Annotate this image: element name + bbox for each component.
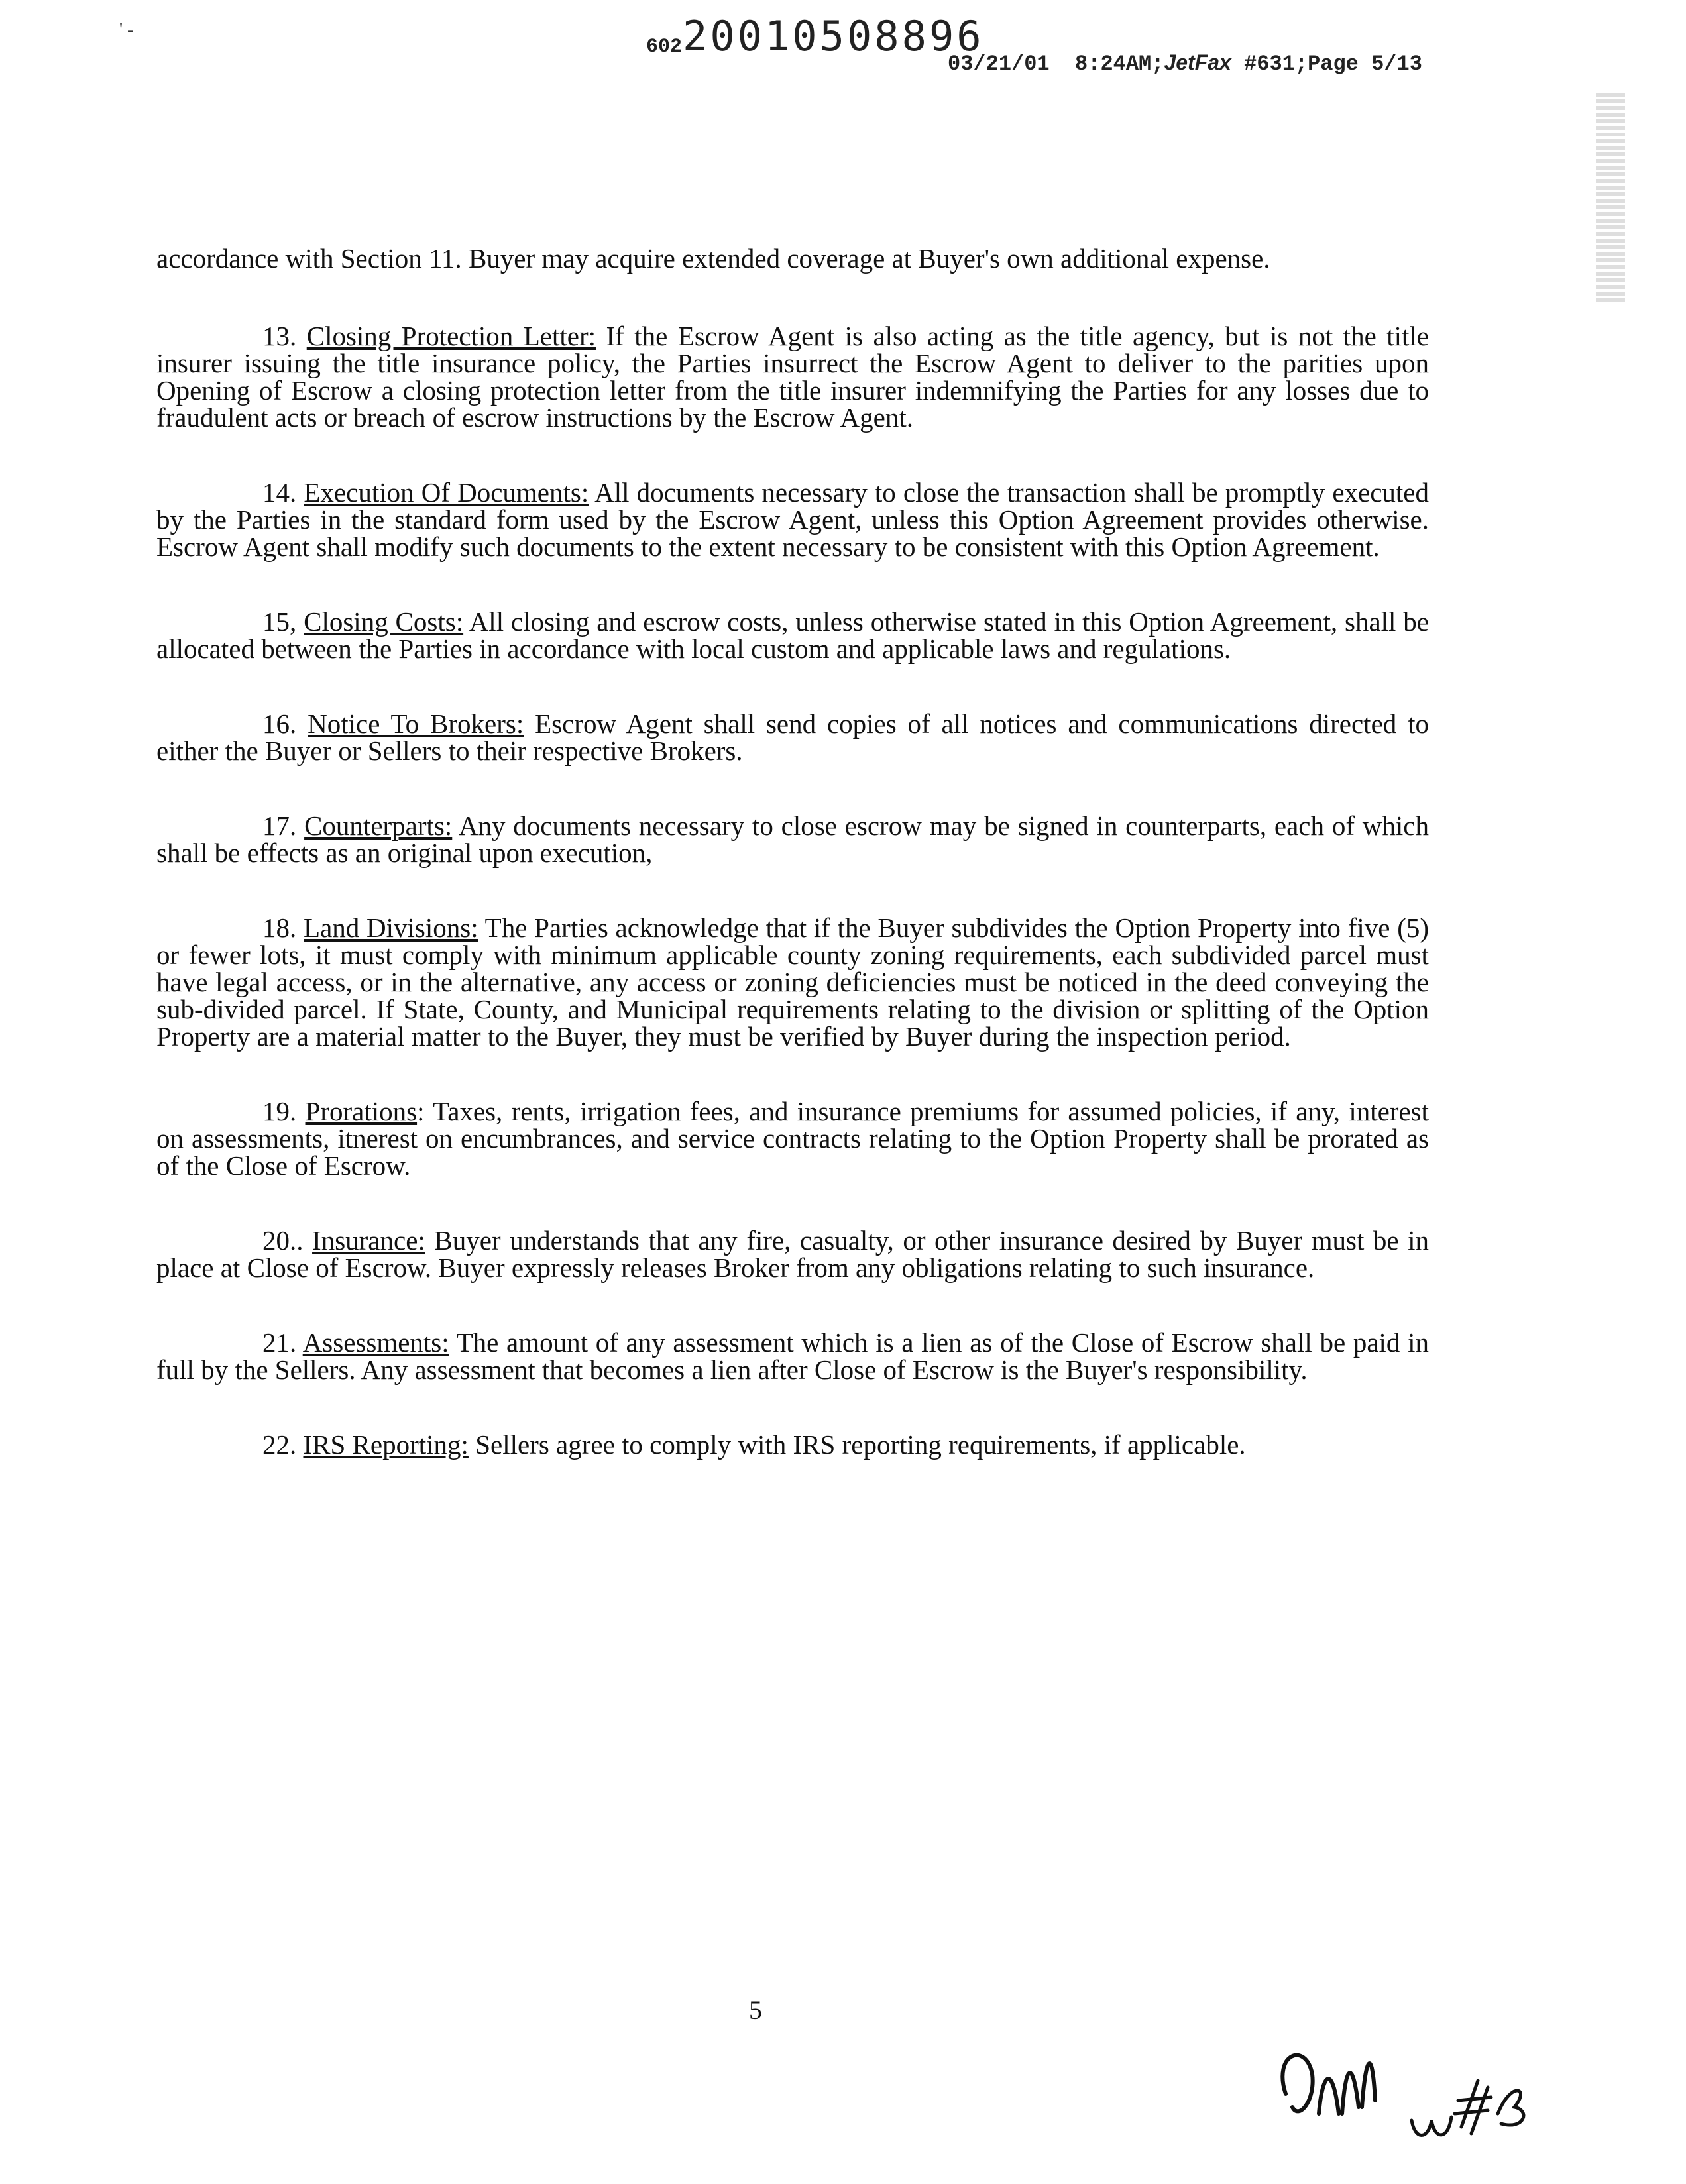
document-body bbox=[156, 245, 1429, 1506]
page-number: 5 bbox=[749, 1995, 762, 2025]
paragraph-number: 19. bbox=[262, 1096, 297, 1126]
fax-header bbox=[0, 9, 1686, 82]
paragraph-text: If the Escrow Agent is also acting as the title agency, but is not the title insurer issuing the title insurance policy, the Parties insurrect the Escrow Agent to deliver to the parities upon Opening of Escrow a closing protection letter from the title insurer indemnifying the Parties for any losses due to fraudulent acts or breach of escrow instructions by the Escrow Agent. bbox=[156, 321, 1429, 433]
paragraph-16 bbox=[156, 710, 1429, 765]
paragraph-number: 15, bbox=[262, 606, 297, 637]
paragraph-heading: Insurance: bbox=[312, 1225, 425, 1256]
paragraph-14 bbox=[156, 479, 1429, 561]
paragraph-number: 18. bbox=[262, 912, 297, 943]
paragraph-17 bbox=[156, 812, 1429, 867]
paragraph-number: 21. bbox=[262, 1327, 297, 1358]
paragraph-13 bbox=[156, 323, 1429, 431]
paragraph-19 bbox=[156, 1098, 1429, 1179]
fax-job: #631; bbox=[1244, 52, 1308, 76]
fax-time: 8:24AM; bbox=[1075, 52, 1164, 76]
paragraph-15 bbox=[156, 608, 1429, 663]
paragraph-heading: Prorations bbox=[305, 1096, 418, 1126]
paragraph-number: 14. bbox=[262, 477, 297, 508]
paragraph-heading: Land Divisions: bbox=[304, 912, 478, 943]
paragraph-heading: Execution Of Documents: bbox=[304, 477, 589, 508]
paragraph-21 bbox=[156, 1329, 1429, 1384]
document-number: 20010508896 bbox=[683, 12, 984, 60]
paragraph-text: Escrow Agent shall send copies of all notices and communications directed to either the Buyer or Sellers to their respective Brokers. bbox=[156, 708, 1430, 766]
fax-area-code: 602 bbox=[646, 36, 683, 58]
paragraph-text: Buyer understands that any fire, casualty, or other insurance desired by Buyer must be in place at Close of Escrow. Buyer expressly releases Broker from any obligations relating to such insurance. bbox=[156, 1225, 1430, 1283]
paragraph-text: Sellers agree to comply with IRS reporting requirements, if applicable. bbox=[475, 1429, 1246, 1460]
paragraph-number: 16. bbox=[262, 708, 297, 739]
fax-page: Page 5/13 bbox=[1308, 52, 1422, 76]
paragraph-22 bbox=[156, 1431, 1429, 1458]
fax-transmission-line bbox=[948, 50, 1422, 76]
paragraph-number: 20.. bbox=[262, 1225, 304, 1256]
paragraph-heading: Closing Protection Letter: bbox=[306, 321, 596, 351]
paragraph-heading: Assessments: bbox=[302, 1327, 449, 1358]
paragraph-text: The Parties acknowledge that if the Buyer subdivides the Option Property into five (5) or fewer lots, it must comply with minimum applicable county zoning requirements, each subdivided parcel must have legal access, or in the alternative, any access or zoning deficiencies must be noticed in the deed conveying the sub-divided parcel. If State, County, and Municipal requirements relating to the division or splitting of the Option Property are a material matter to the Buyer, they must be verified by Buyer during the inspection period. bbox=[156, 912, 1430, 1052]
paragraph-continuation bbox=[156, 245, 1429, 272]
paragraph-heading: IRS Reporting: bbox=[303, 1429, 469, 1460]
side-barcode-stamp bbox=[1596, 93, 1625, 305]
handwritten-initials-signature bbox=[1259, 2014, 1538, 2160]
paragraph-number: 22. bbox=[262, 1429, 297, 1460]
paragraph-text: accordance with Section 11. Buyer may acquire extended coverage at Buyer's own additional expense. bbox=[156, 243, 1270, 274]
paragraph-text: Any documents necessary to close escrow may be signed in counterparts, each of which shall be effects as an original upon execution, bbox=[156, 810, 1429, 868]
paragraph-number: 13. bbox=[262, 321, 297, 351]
paragraph-text: The amount of any assessment which is a lien as of the Close of Escrow shall be paid in full by the Sellers. Any assessment that becomes a lien after Close of Escrow is the Buyer's responsibility. bbox=[156, 1327, 1429, 1385]
paragraph-18 bbox=[156, 914, 1429, 1050]
paragraph-heading: Notice To Brokers: bbox=[308, 708, 524, 739]
paragraph-number: 17. bbox=[262, 810, 297, 841]
fax-date: 03/21/01 bbox=[948, 52, 1050, 76]
paragraph-text: : Taxes, rents, irrigation fees, and insurance premiums for assumed policies, if any, interest on assessments, itnerest on encumbrances, and service contracts relating to the Option Property shall be prorated as of the Close of Escrow. bbox=[156, 1096, 1429, 1181]
fax-service: JetFax bbox=[1164, 50, 1231, 74]
paragraph-text: All documents necessary to close the transaction shall be promptly executed by the Parties in the standard form used by the Escrow Agent, unless this Option Agreement provides otherwise. Escrow Agent shall modify such documents to the extent necessary to be consistent with this Option Agreement. bbox=[156, 477, 1429, 562]
paragraph-20 bbox=[156, 1227, 1429, 1282]
corner-marks: ' - bbox=[119, 20, 134, 40]
paragraph-heading: Counterparts: bbox=[304, 810, 453, 841]
paragraph-text: All closing and escrow costs, unless otherwise stated in this Option Agreement, shall be allocated between the Parties in accordance with local custom and applicable laws and regulations. bbox=[156, 606, 1429, 664]
paragraph-heading: Closing Costs: bbox=[304, 606, 464, 637]
